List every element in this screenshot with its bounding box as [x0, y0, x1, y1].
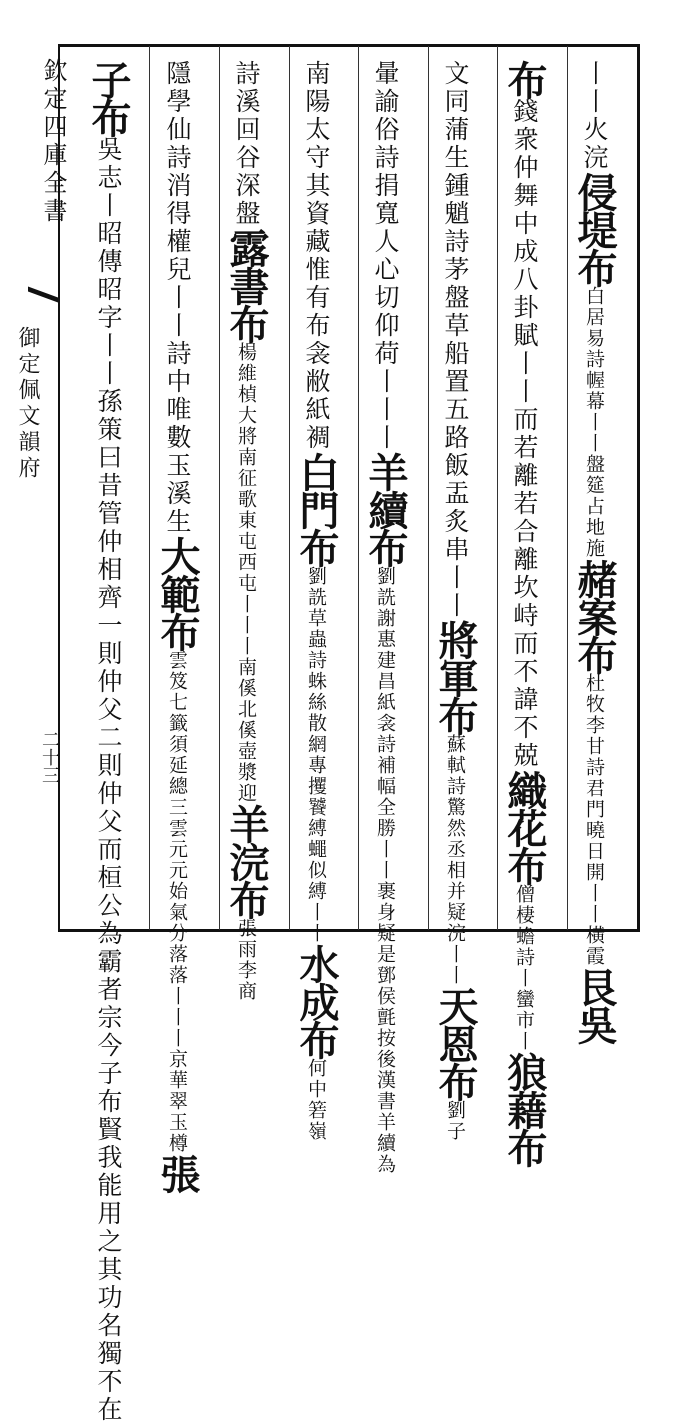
headword: 天恩布 — [432, 986, 479, 1100]
body-text: 南陽太守其資藏惟有布衾敝紙裯 — [302, 60, 331, 452]
text-column-3 — [432, 60, 479, 1142]
fish-tail-mark-icon — [28, 287, 58, 319]
text-column-8 — [85, 60, 132, 1424]
headword: 侵堤布 — [571, 172, 618, 286]
headword: 羊續布 — [362, 452, 409, 566]
headword: 織花布 — [501, 770, 548, 884]
headword: 水成布 — [293, 944, 340, 1058]
text-column-7 — [154, 60, 201, 1192]
page-margin — [0, 0, 67, 967]
headword: 露書布 — [223, 228, 270, 342]
headword: 白門布 — [293, 452, 340, 566]
annotation-text: 蘇軾詩驚然丞相并疑浣丨丨 — [444, 734, 466, 986]
text-column-4 — [362, 60, 409, 1175]
body-text: 詩溪回谷深盤 — [232, 60, 261, 228]
column-rule — [428, 46, 429, 930]
text-column-6 — [223, 60, 270, 1002]
annotation-text: 劉子 — [444, 1100, 466, 1142]
column-rule — [219, 46, 220, 930]
annotation-text: 雲笈七籤須延總三雲元元始氣分落落丨丨丨京華翠玉樽 — [166, 650, 188, 1154]
text-column-2 — [501, 60, 548, 1166]
headword: 將軍布 — [432, 620, 479, 734]
body-text: 丨丨火浣 — [580, 60, 609, 172]
column-rule — [289, 46, 290, 930]
body-text: 錢衆仲舞中成八卦賦丨丨而若離若合離坎峙而不諱不兢 — [510, 98, 539, 770]
text-column-1 — [571, 60, 618, 1043]
body-text: 隱學仙詩消得權兒丨丨詩中唯數玉溪生 — [163, 60, 192, 536]
annotation-text: 何中箬嶺 — [305, 1058, 327, 1142]
text-frame — [58, 44, 640, 932]
body-text: 吳志丨昭傳昭字丨丨孫策曰昔管仲相齊一則仲父二則仲父而桓公為霸者宗今子布賢我能用之其功名獨不在 — [94, 136, 123, 1424]
page-number: 二十三 — [39, 730, 60, 784]
annotation-text: 劉詵謝惠建昌紙衾詩補幅全勝丨丨裹身疑是鄧侯氈按後漢書羊續為 — [374, 566, 396, 1175]
headword: 子布 — [85, 60, 132, 136]
annotation-text: 白居易詩幄幕丨丨盤筵占地施 — [583, 286, 605, 559]
annotation-text: 張雨李商 — [235, 918, 257, 1002]
headword: 赭案布 — [571, 559, 618, 673]
column-rule — [358, 46, 359, 930]
annotation-text: 僧棲蟾詩丨蠻市丨 — [513, 884, 535, 1052]
column-rule — [149, 46, 150, 930]
headword: 羊浣布 — [223, 804, 270, 918]
column-rule — [497, 46, 498, 930]
headword: 艮吳 — [571, 967, 618, 1043]
headword: 大範布 — [154, 536, 201, 650]
annotation-text: 楊維楨大將南征歌東屯西屯丨丨丨南傒北傒壺漿迎 — [235, 342, 257, 804]
body-text: 暈諭俗詩捐寬人心切仰荷丨丨丨 — [371, 60, 400, 452]
headword: 狼藉布 — [501, 1052, 548, 1166]
annotation-text: 劉詵草蟲詩蛛絲散網專攫饕縛蠅似縛丨丨 — [305, 566, 327, 944]
book-title: 御定佩文韻府 — [15, 326, 40, 482]
body-text: 文同蒲生鍾魈詩茅盤草船置五路飯盂炙串丨丨 — [441, 60, 470, 620]
headword: 張 — [154, 1154, 201, 1192]
series-title: 欽定四庫全書 — [39, 58, 67, 226]
column-rule — [567, 46, 568, 930]
text-column-5 — [293, 60, 340, 1142]
headword: 布 — [501, 60, 548, 98]
annotation-text: 杜牧李甘詩君門曉日開丨丨橫霞 — [583, 673, 605, 967]
